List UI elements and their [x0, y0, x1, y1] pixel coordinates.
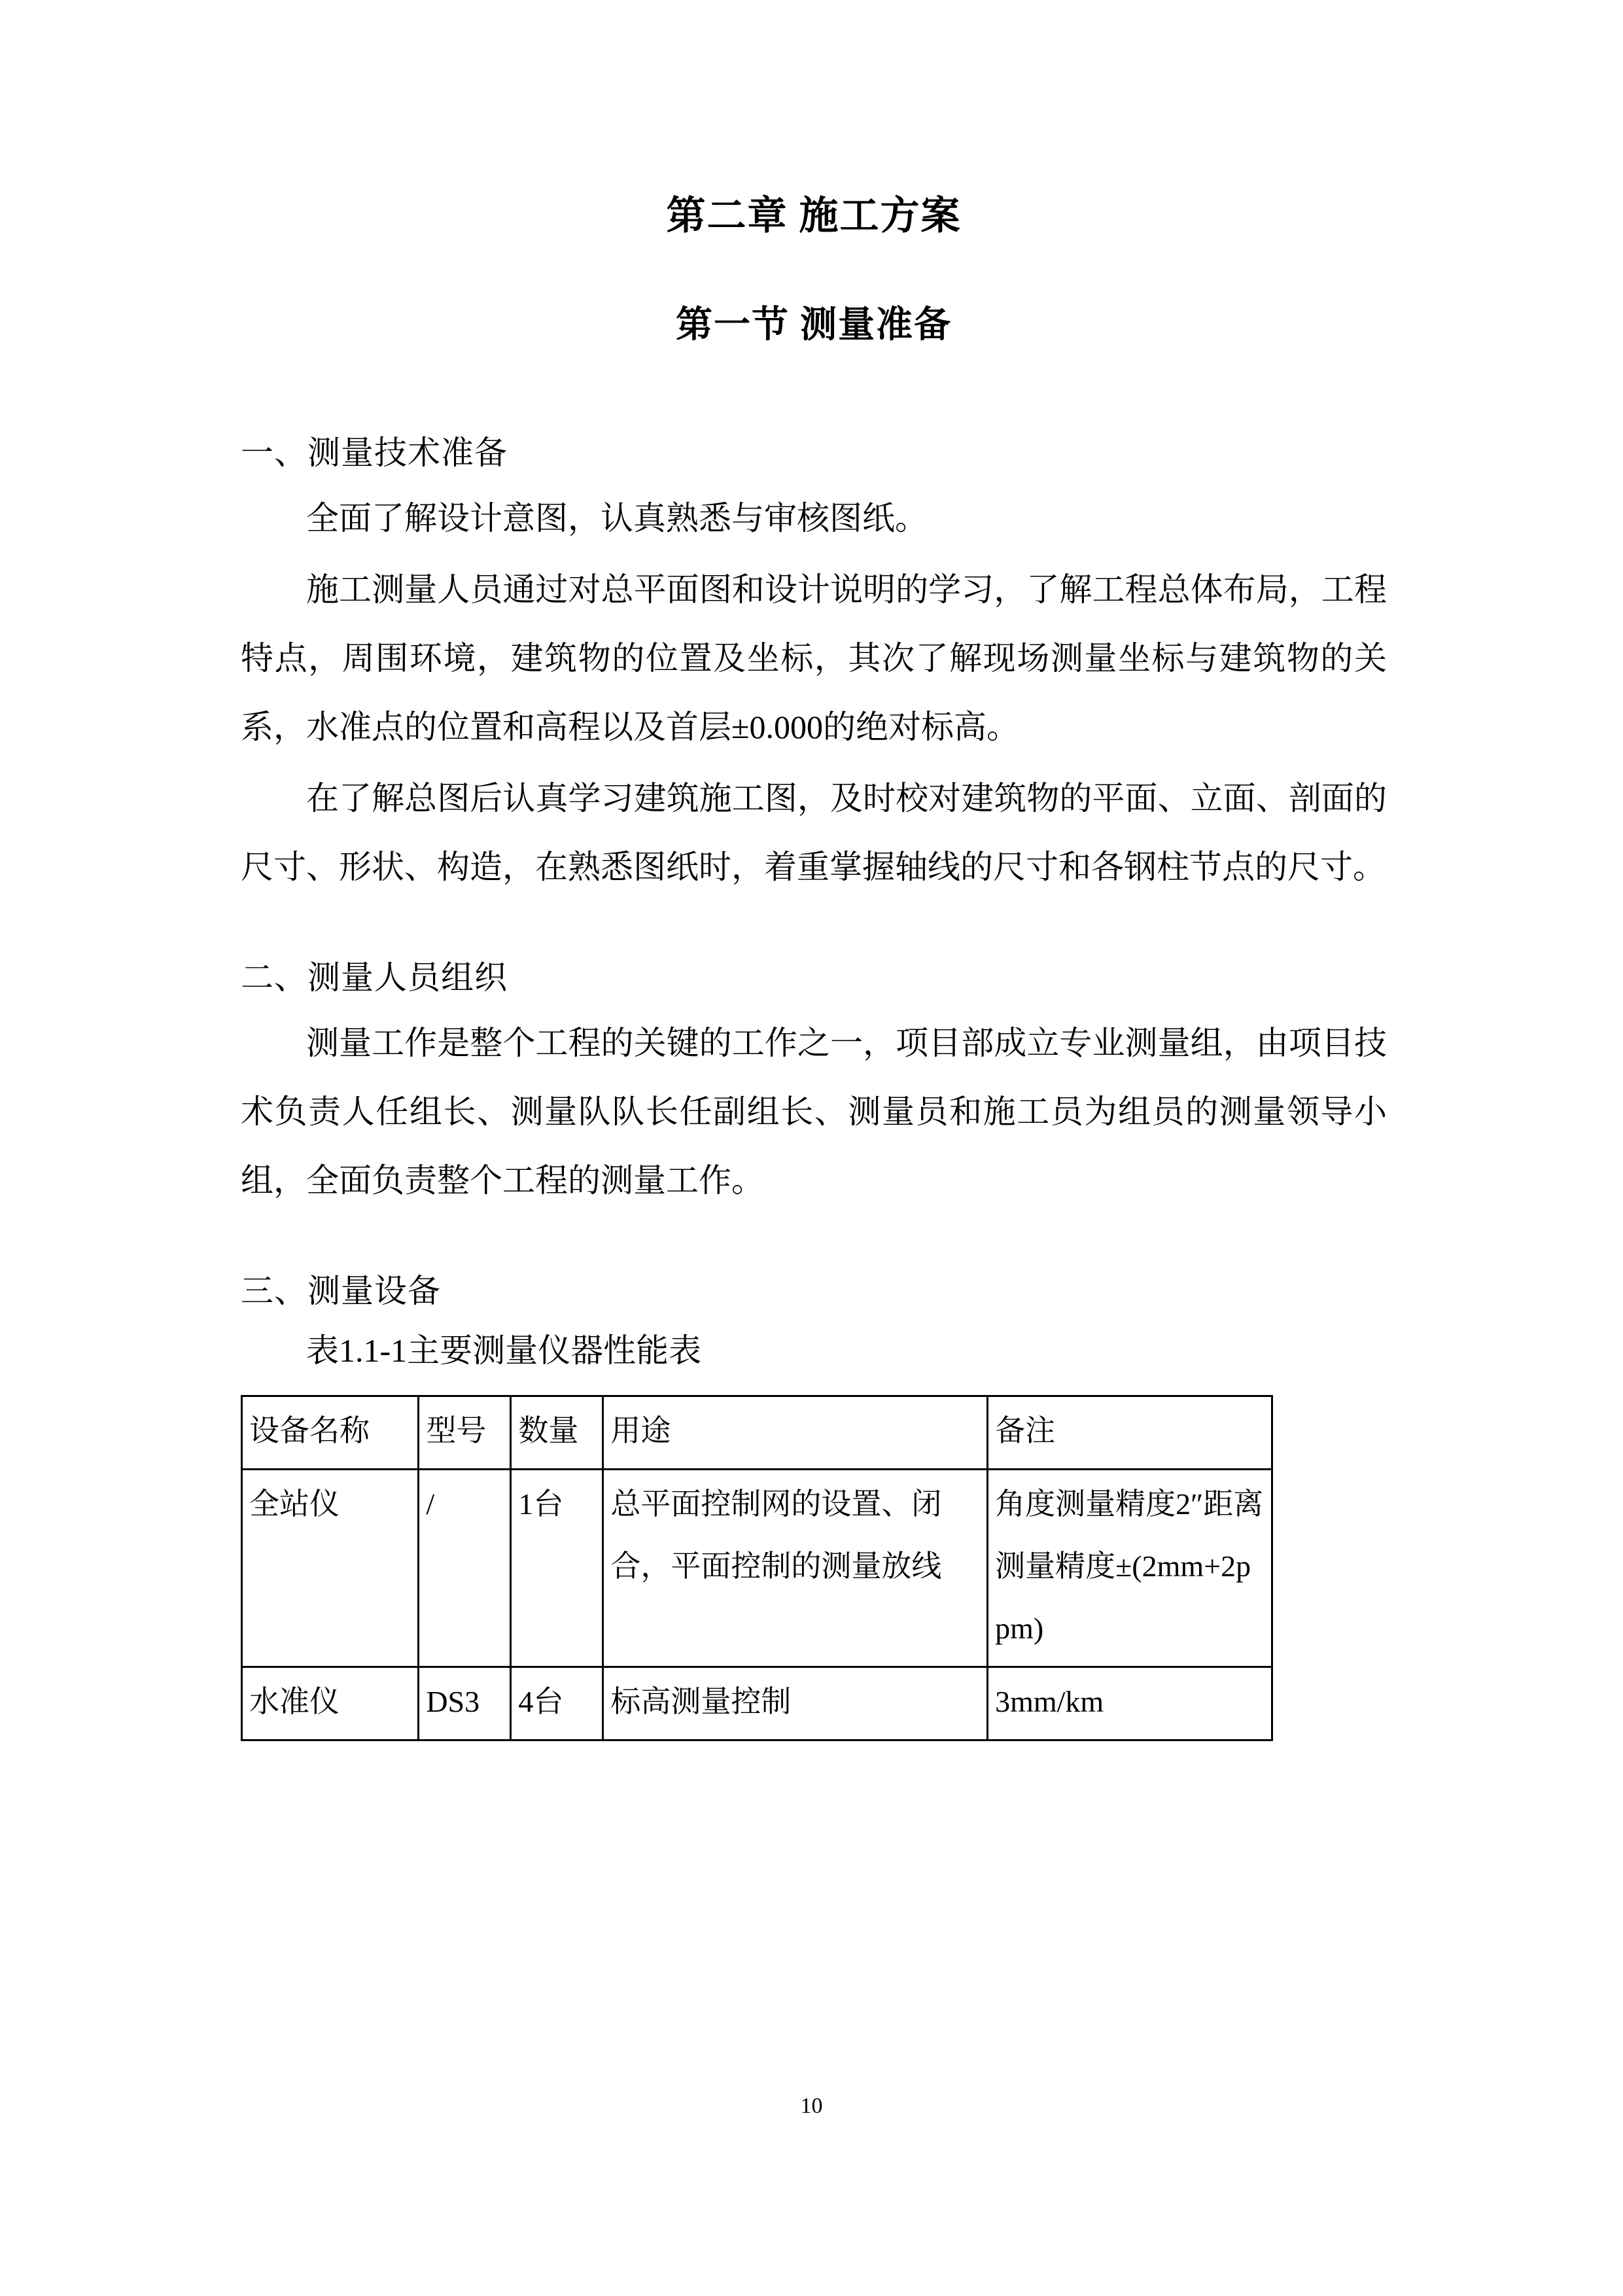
- cell-use: 总平面控制网的设置、闭合，平面控制的测量放线: [603, 1469, 988, 1667]
- cell-device-name: 全站仪: [242, 1469, 419, 1667]
- cell-quantity: 1台: [511, 1469, 603, 1667]
- cell-note: 角度测量精度2″距离测量精度±(2mm+2ppm): [988, 1469, 1272, 1667]
- table-header-use: 用途: [603, 1396, 988, 1469]
- table-header-device-name: 设备名称: [242, 1396, 419, 1469]
- paragraph-2-1: 测量工作是整个工程的关键的工作之一，项目部成立专业测量组，由项目技术负责人任组长、测量队队长任副组长、测量员和施工员为组员的测量领导小组，全面负责整个工程的测量工作。: [241, 1025, 1387, 1199]
- section-title: 第一节 测量准备: [676, 305, 952, 345]
- paragraph-1-2: 施工测量人员通过对总平面图和设计说明的学习，了解工程总体布局，工程特点，周围环境，建筑物的位置及坐标，其次了解现场测量坐标与建筑物的关系，水准点的位置和高程以及首层±0.000的绝对标高。: [241, 571, 1387, 746]
- table-header-row: [242, 1396, 1272, 1469]
- cell-model: DS3: [419, 1667, 511, 1740]
- paragraph-1-1: 全面了解设计意图，认真熟悉与审核图纸。: [306, 500, 928, 537]
- subsection-heading-2: 二、测量人员组织: [241, 959, 508, 997]
- table-row: [242, 1469, 1272, 1667]
- table-header-quantity: 数量: [511, 1396, 603, 1469]
- subsection-heading-3: 三、测量设备: [241, 1273, 441, 1310]
- cell-use: 标高测量控制: [603, 1667, 988, 1740]
- table-header-model: 型号: [419, 1396, 511, 1469]
- cell-quantity: 4台: [511, 1667, 603, 1740]
- chapter-title: 第二章 施工方案: [666, 194, 962, 238]
- page-content: [241, 0, 1387, 1741]
- paragraph-1-3: 在了解总图后认真学习建筑施工图，及时校对建筑物的平面、立面、剖面的尺寸、形状、构造，在熟悉图纸时，着重掌握轴线的尺寸和各钢柱节点的尺寸。: [241, 780, 1387, 886]
- cell-note: 3mm/km: [988, 1667, 1272, 1740]
- cell-device-name: 水准仪: [242, 1667, 419, 1740]
- table-header-note: 备注: [988, 1396, 1272, 1469]
- measuring-instrument-table: [241, 1395, 1273, 1741]
- table-caption: 表1.1-1主要测量仪器性能表: [306, 1332, 702, 1369]
- page-number: 10: [800, 2094, 823, 2118]
- cell-model: /: [419, 1469, 511, 1667]
- subsection-heading-1: 一、测量技术准备: [241, 434, 508, 472]
- table-row: [242, 1667, 1272, 1740]
